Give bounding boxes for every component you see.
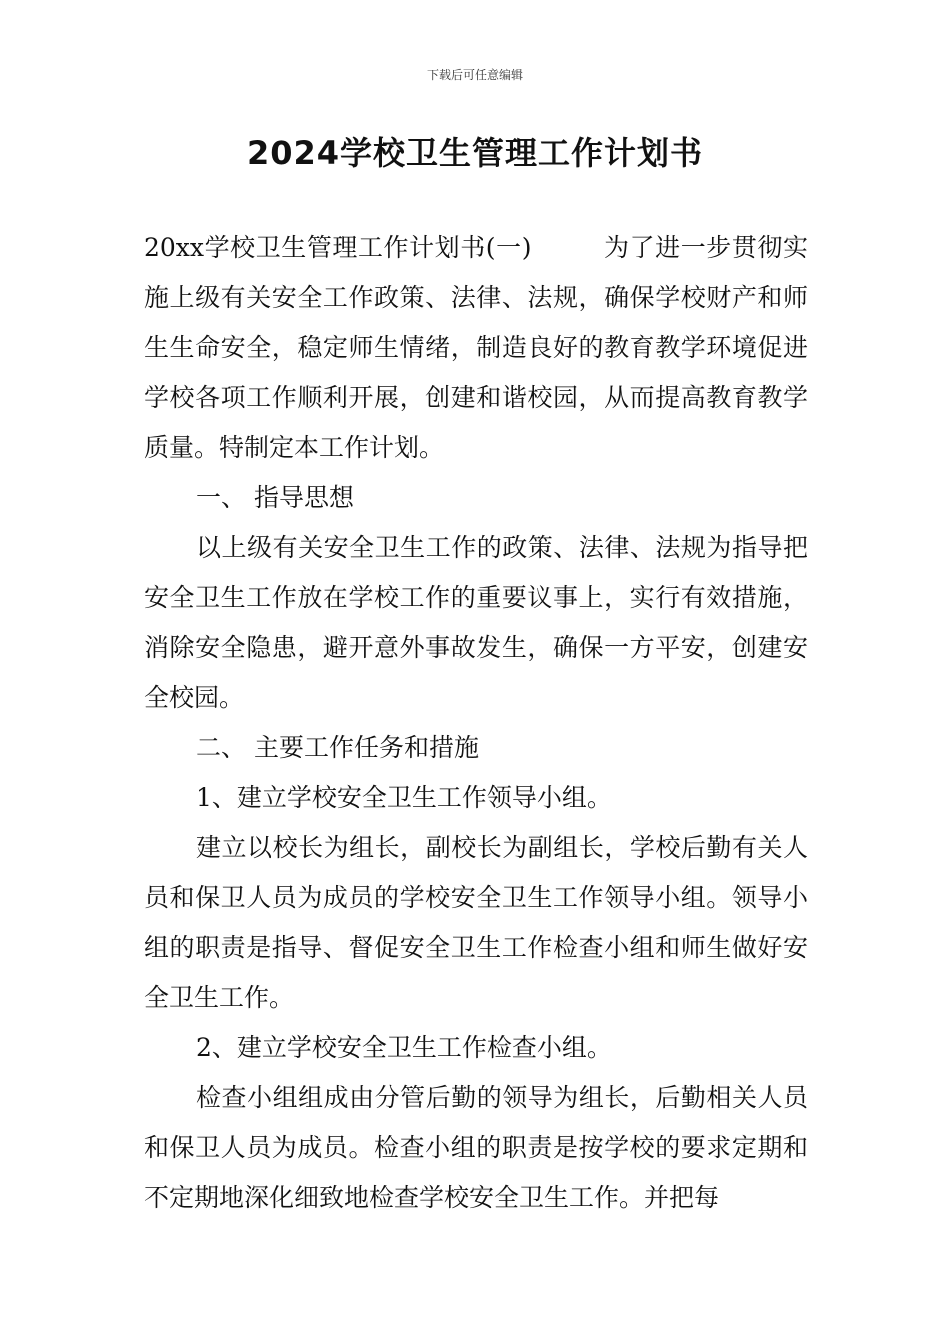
section-heading-main-tasks: 二、 主要工作任务和措施 <box>196 733 479 762</box>
paragraph-guiding-ideology: 以上级有关安全卫生工作的政策、法律、法规为指导把安全卫生工作放在学校工作的重要议事上，实行有效措施，消除安全隐患，避开意外事故发生，确保一方平安，创建安全校园。 <box>144 533 808 712</box>
paragraph-inspection-group: 检查小组组成由分管后勤的领导为组长，后勤相关人员和保卫人员为成员。检查小组的职责是按学校的要求定期和不定期地深化细致地检查学校安全卫生工作。并把每 <box>144 1083 808 1212</box>
section-heading-guiding-ideology: 一、 指导思想 <box>196 483 354 512</box>
header-note: 下载后可任意编辑 <box>426 68 523 82</box>
document-body <box>144 223 808 1223</box>
intro-text: 为了进一步贯彻实施上级有关安全工作政策、法律、法规，确保学校财产和师生生命安全，稳定师生情绪，制造良好的教育教学环境促进学校各项工作顺利开展，创建和谐校园，从而提高教育教学质量。特制定本工作计划。 <box>144 233 808 462</box>
intro-paragraph <box>144 223 808 473</box>
intro-heading: 20xx学校卫生管理工作计划书(一) <box>144 233 532 262</box>
paragraph-leadership-group: 建立以校长为组长，副校长为副组长，学校后勤有关人员和保卫人员为成员的学校安全卫生工作领导小组。领导小组的职责是指导、督促安全卫生工作检查小组和师生做好安全卫生工作。 <box>144 833 808 1012</box>
item-heading-inspection-group: 2、建立学校安全卫生工作检查小组。 <box>196 1033 612 1062</box>
document-title: 2024学校卫生管理工作计划书 <box>246 134 704 172</box>
item-heading-leadership-group: 1、建立学校安全卫生工作领导小组。 <box>196 783 612 812</box>
